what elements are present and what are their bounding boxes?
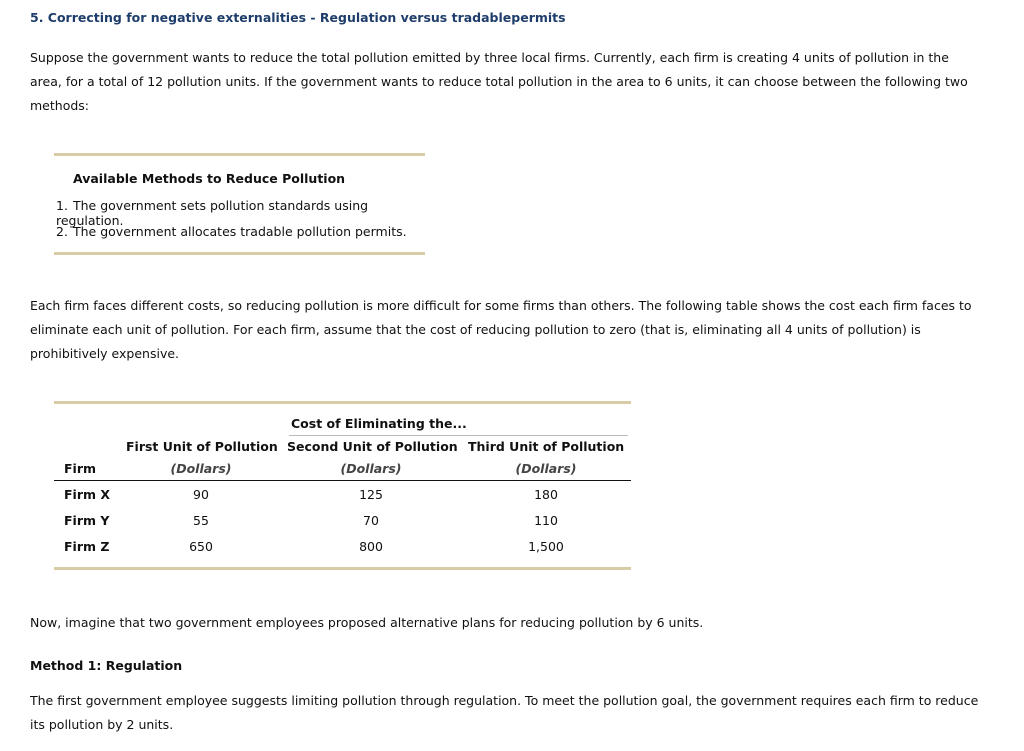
method-item <box>56 224 407 239</box>
table-cell: 125 <box>359 487 383 502</box>
group-header-divider <box>289 435 628 436</box>
methods-heading: Available Methods to Reduce Pollution <box>73 171 346 186</box>
table-cell: 55 <box>193 513 209 528</box>
table-cell: 1,500 <box>528 539 564 554</box>
row-label-firm-y: Firm Y <box>64 513 110 528</box>
table-cell: 90 <box>193 487 209 502</box>
method-item-number: 2. <box>56 224 68 239</box>
method1-paragraph: The first government employee suggests limiting pollution through regulation. To meet the pollution goal, the government requires each firm to reduce its pollution by 2 units. <box>30 693 979 732</box>
table-cell: 70 <box>363 513 379 528</box>
row-label-firm-z: Firm Z <box>64 539 110 554</box>
intro-paragraph: Suppose the government wants to reduce the total pollution emitted by three local firms. Currently, each firm is creating 4 units of pollution in the area, for a total of 12 pollution units. If the government wants to reduce total pollution in the area to 6 units, it can choose between the following two methods: <box>30 50 968 113</box>
method-item-number: 1. <box>56 198 68 213</box>
table-cell: 180 <box>534 487 558 502</box>
plans-paragraph: Now, imagine that two government employees proposed alternative plans for reducing pollution by 6 units. <box>30 615 704 630</box>
header-divider <box>54 480 631 481</box>
column-header-firm: Firm <box>64 461 97 476</box>
column-unit-second: (Dollars) <box>340 461 402 476</box>
table-cell: 110 <box>534 513 558 528</box>
column-unit-first: (Dollars) <box>170 461 232 476</box>
method-item-text: The government allocates tradable pollution permits. <box>73 224 407 239</box>
cost-table <box>54 401 631 570</box>
table-cell: 800 <box>359 539 383 554</box>
page-title: 5. Correcting for negative externalities - Regulation versus tradablepermits <box>30 10 566 25</box>
method1-heading: Method 1: Regulation <box>30 658 183 673</box>
column-header-second-unit: Second Unit of Pollution <box>287 439 458 454</box>
column-header-first-unit: First Unit of Pollution <box>126 439 278 454</box>
row-label-firm-x: Firm X <box>64 487 111 502</box>
costs-paragraph: Each firm faces different costs, so reducing pollution is more difficult for some firms than others. The following table shows the cost each firm faces to eliminate each unit of pollution. For each firm, assume that the cost of reducing pollution to zero (that is, eliminating all 4 units of pollution) is prohibitively expensive. <box>30 298 972 361</box>
method-item-text: The government sets pollution standards using regulation. <box>56 198 369 228</box>
column-unit-third: (Dollars) <box>515 461 577 476</box>
column-header-third-unit: Third Unit of Pollution <box>468 439 625 454</box>
table-group-header: Cost of Eliminating the... <box>291 416 467 431</box>
methods-box <box>54 153 425 255</box>
table-cell: 650 <box>189 539 213 554</box>
